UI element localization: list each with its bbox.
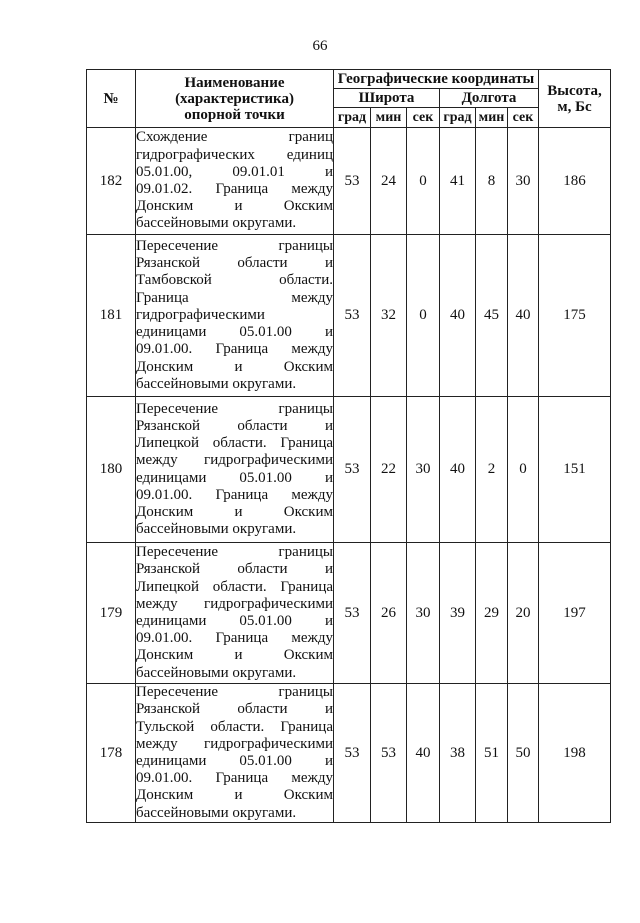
height-value: 186 (539, 128, 611, 235)
header-height (539, 70, 611, 128)
description-line: бассейновыми округами. (136, 664, 297, 681)
coordinates-table (86, 69, 611, 823)
description-line: 09.01.00. Граница между (136, 770, 333, 787)
lon-deg: 40 (440, 235, 476, 397)
header-lon-deg: град (440, 108, 476, 128)
description-line: между гидрографическими (136, 452, 333, 469)
description-line: бассейновыми округами. (136, 375, 297, 392)
lat-sec: 30 (407, 397, 440, 543)
description-line: бассейновыми округами. (136, 215, 297, 232)
lat-deg: 53 (334, 543, 371, 684)
description-line: бассейновыми округами. (136, 804, 297, 821)
description-line: Рязанской области и (136, 255, 333, 272)
lat-sec: 30 (407, 543, 440, 684)
description-line: Граница между (136, 289, 333, 306)
lon-sec: 40 (508, 235, 539, 397)
description-line: Липецкой области. Граница (136, 578, 333, 595)
description-line: Схождение границ (136, 129, 333, 146)
point-number: 181 (87, 235, 136, 397)
table-row (87, 543, 611, 684)
lon-deg: 39 (440, 543, 476, 684)
lon-min: 45 (476, 235, 508, 397)
header-lat-sec: сек (407, 108, 440, 128)
lon-sec: 0 (508, 397, 539, 543)
header-lon-min: мин (476, 108, 508, 128)
point-description (136, 397, 334, 543)
header-name (136, 70, 334, 128)
description-line: Тамбовской области. (136, 272, 333, 289)
height-value: 175 (539, 235, 611, 397)
table-row (87, 235, 611, 397)
point-description-text (136, 129, 333, 232)
description-line: 09.01.00. Граница между (136, 486, 333, 503)
lat-min: 22 (371, 397, 407, 543)
table-row (87, 128, 611, 235)
header-latitude: Широта (334, 89, 440, 108)
header-name-line: опорной точки (184, 106, 285, 123)
point-number: 182 (87, 128, 136, 235)
point-description-text (136, 544, 333, 682)
point-number: 180 (87, 397, 136, 543)
header-lon-sec: сек (508, 108, 539, 128)
description-line: между гидрографическими (136, 735, 333, 752)
lat-sec: 0 (407, 235, 440, 397)
header-height-line: Высота, (547, 82, 602, 99)
lat-min: 53 (371, 684, 407, 823)
lat-deg: 53 (334, 684, 371, 823)
lat-min: 32 (371, 235, 407, 397)
height-value: 151 (539, 397, 611, 543)
description-line: гидрографическими (136, 306, 265, 323)
lat-deg: 53 (334, 235, 371, 397)
point-description-text (136, 684, 333, 822)
point-description (136, 128, 334, 235)
lat-deg: 53 (334, 397, 371, 543)
lon-min: 29 (476, 543, 508, 684)
header-lat-deg: град (334, 108, 371, 128)
point-number: 178 (87, 684, 136, 823)
lon-sec: 30 (508, 128, 539, 235)
table-body (87, 128, 611, 823)
lon-deg: 38 (440, 684, 476, 823)
lat-min: 26 (371, 543, 407, 684)
description-line: единицами 05.01.00 и (136, 324, 333, 341)
description-line: Тульской области. Граница (136, 718, 333, 735)
lon-sec: 20 (508, 543, 539, 684)
description-line: Донским и Окским (136, 647, 333, 664)
header-lat-min: мин (371, 108, 407, 128)
header-number: № (87, 70, 136, 128)
height-value: 198 (539, 684, 611, 823)
header-geo-coordinates: Географические координаты (334, 70, 539, 89)
description-line: 05.01.00, 09.01.01 и (136, 163, 333, 180)
table-row (87, 397, 611, 543)
description-line: 09.01.00. Граница между (136, 341, 333, 358)
description-line: бассейновыми округами. (136, 521, 297, 538)
description-line: Донским и Окским (136, 503, 333, 520)
point-description-text (136, 238, 333, 393)
description-line: между гидрографическими (136, 595, 333, 612)
point-description (136, 684, 334, 823)
header-name-line: (характеристика) (175, 90, 294, 107)
lat-sec: 0 (407, 128, 440, 235)
header-name-line: Наименование (184, 74, 285, 91)
description-line: Донским и Окским (136, 787, 333, 804)
lat-sec: 40 (407, 684, 440, 823)
header-height-line: м, Бс (557, 98, 592, 115)
point-description-text (136, 401, 333, 539)
point-number: 179 (87, 543, 136, 684)
description-line: Пересечение границы (136, 238, 333, 255)
page-number: 66 (312, 38, 328, 54)
header-longitude: Долгота (440, 89, 539, 108)
description-line: Липецкой области. Граница (136, 435, 333, 452)
description-line: Рязанской области и (136, 561, 333, 578)
description-line: Пересечение границы (136, 400, 333, 417)
description-line: Рязанской области и (136, 701, 333, 718)
lat-min: 24 (371, 128, 407, 235)
description-line: Пересечение границы (136, 684, 333, 701)
point-description (136, 543, 334, 684)
description-line: Донским и Окским (136, 358, 333, 375)
lat-deg: 53 (334, 128, 371, 235)
description-line: единицами 05.01.00 и (136, 753, 333, 769)
lon-min: 2 (476, 397, 508, 543)
point-description (136, 235, 334, 397)
description-line: единицами 05.01.00 и (136, 469, 333, 486)
description-line: Донским и Окским (136, 198, 333, 215)
description-line: Рязанской области и (136, 417, 333, 434)
lon-deg: 40 (440, 397, 476, 543)
description-line: гидрографических единиц (136, 146, 333, 163)
lon-min: 51 (476, 684, 508, 823)
height-value: 197 (539, 543, 611, 684)
lon-sec: 50 (508, 684, 539, 823)
description-line: единицами 05.01.00 и (136, 613, 333, 629)
description-line: 09.01.02. Граница между (136, 181, 333, 197)
lon-min: 8 (476, 128, 508, 235)
description-line: 09.01.00. Граница между (136, 630, 333, 647)
description-line: Пересечение границы (136, 544, 333, 561)
lon-deg: 41 (440, 128, 476, 235)
table-row (87, 684, 611, 823)
